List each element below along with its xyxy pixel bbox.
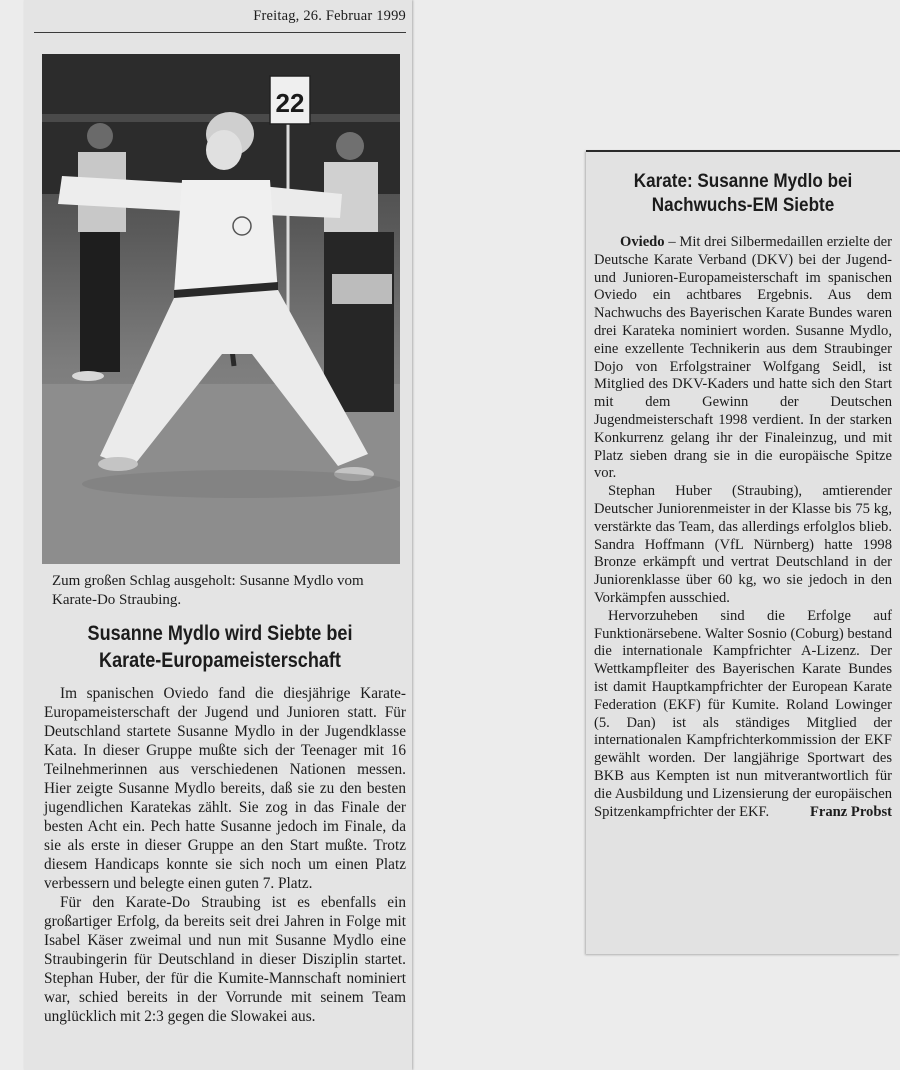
karate-photo-image	[42, 54, 400, 564]
header-rule	[34, 32, 406, 33]
right-newspaper-clipping	[586, 150, 900, 954]
article-paragraph: Stephan Huber (Straubing), amtierender Deutscher Juniorenmeister in der Klasse bis 75 kg, verstärkte das Team, das allerdings erfolglos blieb. Sandra Hoffmann (VfL Nürnberg) hatte 1998 Bronze erkämpft und vertrat Deutschland in der Juniorenklasse über 60 kg, wo sie jedoch in den Vorkämpfen ausschied.	[594, 483, 892, 606]
article-paragraph-text: Hervorzuheben sind die Erfolge auf Funktionärsebene. Walter Sosnio (Coburg) bestand die internationale Kampfrichter A-Lizenz. Der Wettkampfleiter des Bayerischen Karate Bundes ist damit Hauptkampfrichter der European Karate Federation (EKF) für Kumite. Roland Lowinger (5. Dan) ist als ständiges Mitglied der internationalen Kampfrichterkommission der EKF gewählt worden. Der langjährige Sportwart des BKB aus Kempten ist nun mitverantwortlich für die Ausbildung und Lizensierung der europäischen Spitzenkampfrichter der EKF.	[594, 607, 892, 820]
number-sign: 22	[275, 88, 305, 118]
article-paragraph	[594, 608, 892, 822]
article-body	[44, 684, 406, 1026]
article-headline: Susanne Mydlo wird Siebte bei Karate-Europameisterschaft	[87, 622, 353, 672]
photo-caption: Zum großen Schlag ausgeholt: Susanne Mydlo vom Karate-Do Straubing.	[52, 573, 364, 608]
article-paragraph: Im spanischen Oviedo fand die diesjährige Karate-Europameisterschaft der Jugend und Junioren statt. Für Deutschland startete Susanne Mydlo in der Jugendklasse Kata. In dieser Gruppe mußte sich der Teenager mit 16 Teilnehmerinnen aus verschiedenen Nationen messen. Hier zeigte Susanne Mydlo bereits, daß sie zu den besten jugendlichen Karatekas zählt. Sie zog in das Finale der besten Acht ein. Pech hatte Susanne jedoch im Finale, da sie als erste in dieser Gruppe an den Start mußte. Trotz diesem Handicaps konnte sie sich noch um einen Platz verbessern und belegte einen guten 7. Platz.	[44, 685, 406, 892]
article-paragraph-text: – Mit drei Silbermedaillen erzielte der Deutsche Karate Verband (DKV) bei der Jugend- und Junioren-Europameisterschaft im spanischen Oviedo ein achtbares Ergebnis. Aus dem Nachwuchs des Bayerischen Karate Bundes waren drei Karateka nominiert worden. Susanne Mydlo, eine exzellente Technikerin aus dem Straubinger Dojo von Erfolgstrainer Wolfgang Seidl, ist Mitglied des DKV-Kaders und hatte sich den Start mit dem Gewinn der Deutschen Jugendmeisterschaft 1998 verdient. In der starken Konkurrenz gelang ihr der Finaleinzug, und mit Platz sieben drang sie in die europäische Spitze vor.	[594, 234, 892, 482]
header-rule	[586, 150, 900, 152]
article-paragraph	[594, 234, 892, 483]
article-paragraph: Für den Karate-Do Straubing ist es ebenfalls ein großartiger Erfolg, da bereits seit drei Jahren in Folge mit Isabel Käser zweimal und nun mit Susanne Mydlo eine Straubingerin für Deutschland in dieser Disziplin startet. Stephan Huber, der für die Kumite-Mannschaft nominiert war, schied bereits in der Vorrunde mit seinem Team unglücklich mit 2:3 gegen die Slowakei aus.	[44, 894, 406, 1025]
left-newspaper-clipping	[24, 0, 412, 1070]
author-byline: Franz Probst	[809, 803, 892, 820]
dateline: Freitag, 26. Februar 1999	[253, 8, 406, 24]
article-headline: Karate: Susanne Mydlo bei Nachwuchs-EM Siebte	[633, 171, 853, 216]
article-body	[594, 234, 892, 821]
karate-photo	[42, 54, 400, 564]
dateline-place: Oviedo	[620, 234, 665, 250]
